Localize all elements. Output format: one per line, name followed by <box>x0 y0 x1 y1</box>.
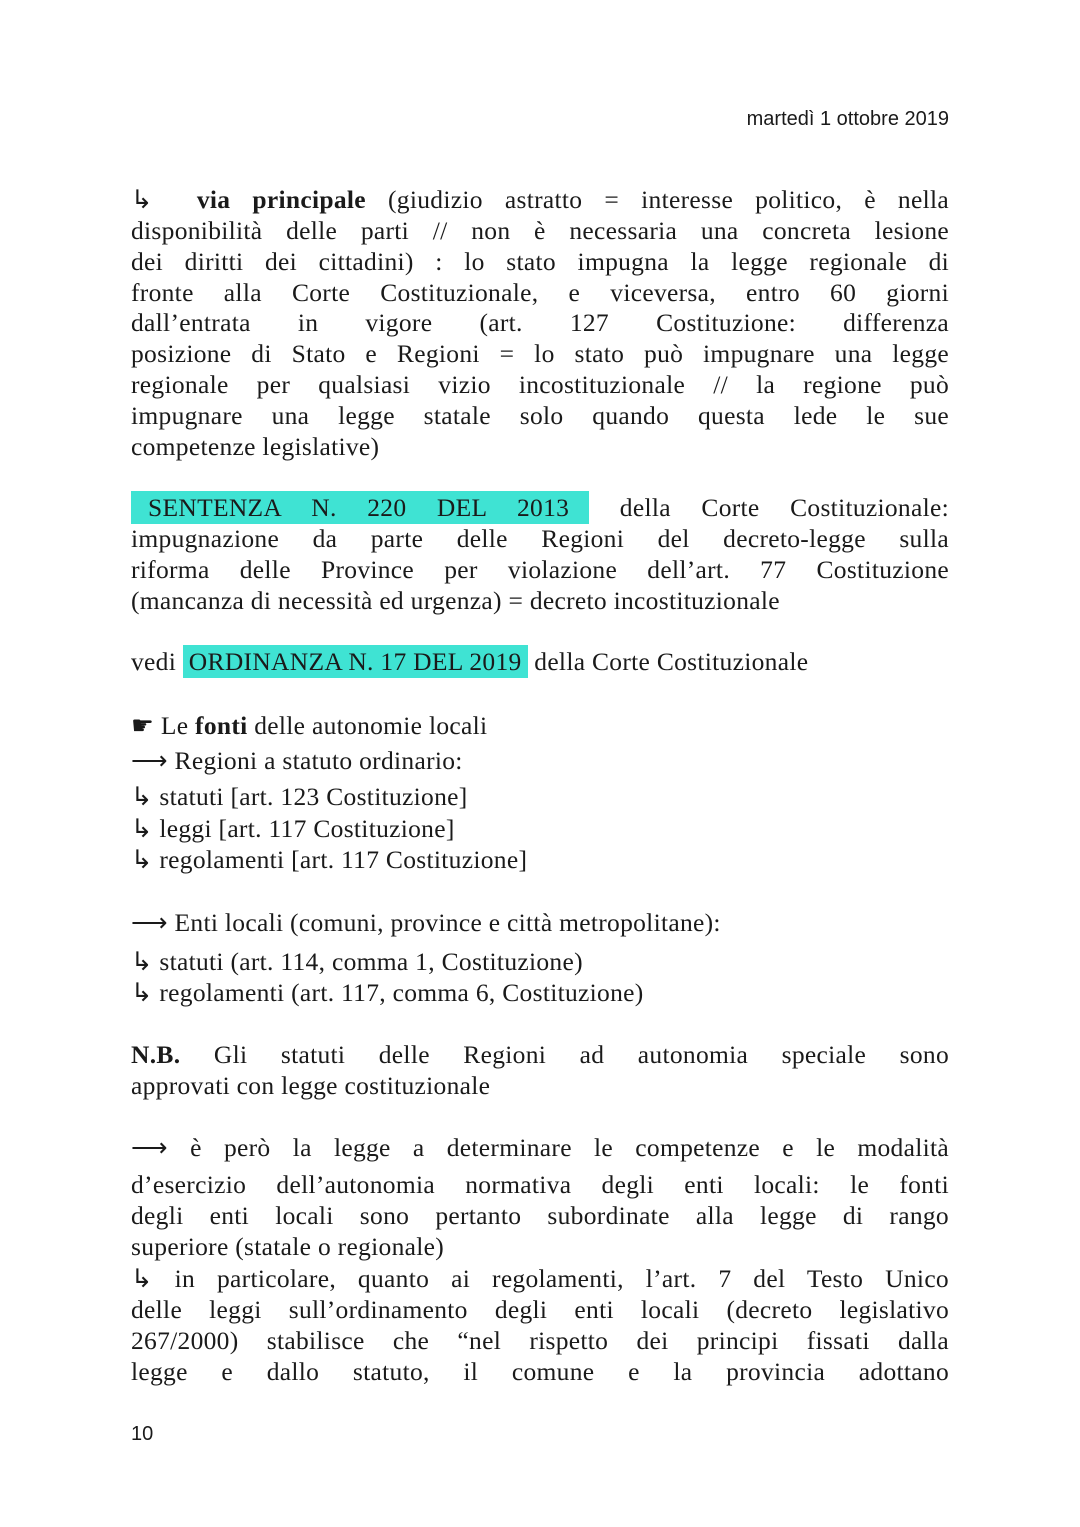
page-number: 10 <box>131 1423 154 1445</box>
arrow-icon: ↳ <box>131 782 153 811</box>
list-item <box>131 782 949 812</box>
text-line <box>131 908 949 938</box>
text: leggi [art. 117 Costituzione] <box>159 814 455 843</box>
text: Enti locali (comuni, province e città metropolitane): <box>174 908 721 937</box>
text-line: disponibilità delle parti // non è necessaria una concreta lesione <box>131 216 949 245</box>
text-line: approvati con legge costituzionale <box>131 1071 491 1100</box>
arrow-icon: ↳ <box>131 814 153 843</box>
text-line: fronte alla Corte Costituzionale, e viceversa, entro 60 giorni <box>131 278 949 307</box>
list-item <box>131 845 949 875</box>
page-date: martedì 1 ottobre 2019 <box>746 108 949 130</box>
text: regolamenti (art. 117, comma 6, Costituzione) <box>159 978 644 1007</box>
highlighted-citation: ORDINANZA N. 17 DEL 2019 <box>183 645 528 678</box>
bold-term: via principale <box>196 185 366 214</box>
long-arrow-icon: ⟶ <box>131 746 168 775</box>
list-item <box>131 978 949 1008</box>
pointing-hand-icon: ☛ <box>131 711 155 740</box>
text-line: impugnare una legge statale solo quando questa lede le sue <box>131 401 949 430</box>
highlighted-citation: SENTENZA N. 220 DEL 2013 <box>131 491 589 524</box>
text-line <box>131 1264 949 1294</box>
text: (giudizio astratto = interesse politico, è nella <box>388 185 949 214</box>
arrow-icon: ↳ <box>131 947 153 976</box>
arrow-icon: ↳ <box>131 185 153 214</box>
text: Regioni a statuto ordinario: <box>174 746 463 775</box>
text-line: posizione di Stato e Regioni = lo stato può impugnare una legge <box>131 339 949 368</box>
text-line: dei diritti dei cittadini) : lo stato impugna la legge regionale di <box>131 247 949 276</box>
text-line: riforma delle Province per violazione dell’art. 77 Costituzione <box>131 555 949 584</box>
text-line <box>131 185 949 215</box>
text-line: degli enti locali sono pertanto subordinate alla legge di rango <box>131 1201 949 1230</box>
paragraph-ordinanza <box>131 647 949 677</box>
long-arrow-icon: ⟶ <box>131 1133 168 1162</box>
text-line: competenze legislative) <box>131 432 380 461</box>
text-line: impugnazione da parte delle Regioni del decreto-legge sulla <box>131 524 949 553</box>
text-line: regionale per qualsiasi vizio incostituzionale // la regione può <box>131 370 949 399</box>
text-line: legge e dallo statuto, il comune e la provincia adottano <box>131 1357 949 1386</box>
text-line: dall’entrata in vigore (art. 127 Costituzione: differenza <box>131 308 949 337</box>
text-line: 267/2000) stabilisce che “nel rispetto dei principi fissati dalla <box>131 1326 949 1355</box>
text: in particolare, quanto ai regolamenti, l’art. 7 del Testo Unico <box>174 1264 949 1293</box>
list-item <box>131 947 949 977</box>
text-line: d’esercizio dell’autonomia normativa degli enti locali: le fonti <box>131 1170 949 1199</box>
text-line <box>131 1040 949 1070</box>
arrow-icon: ↳ <box>131 845 153 874</box>
text: regolamenti [art. 117 Costituzione] <box>159 845 528 874</box>
text: della Corte Costituzionale: <box>619 493 949 522</box>
arrow-icon: ↳ <box>131 1264 153 1293</box>
bold-term: N.B. <box>131 1040 181 1069</box>
text: è però la legge a determinare le competenze e le modalità <box>190 1133 949 1162</box>
text-line <box>131 493 949 523</box>
text: della Corte Costituzionale <box>534 647 809 676</box>
text: delle autonomie locali <box>254 711 488 740</box>
text: vedi <box>131 647 177 676</box>
text-line: delle leggi sull’ordinamento degli enti locali (decreto legislativo <box>131 1295 949 1324</box>
bold-term: fonti <box>195 711 248 740</box>
text-line: superiore (statale o regionale) <box>131 1232 445 1261</box>
text: Le <box>160 711 189 740</box>
text-line <box>131 711 949 741</box>
text: statuti (art. 114, comma 1, Costituzione) <box>159 947 583 976</box>
text-line: (mancanza di necessità ed urgenza) = decreto incostituzionale <box>131 586 780 615</box>
text: statuti [art. 123 Costituzione] <box>159 782 468 811</box>
text-line <box>131 746 949 776</box>
arrow-icon: ↳ <box>131 978 153 1007</box>
text-line <box>131 1133 949 1163</box>
list-item <box>131 814 949 844</box>
text: Gli statuti delle Regioni ad autonomia speciale sono <box>213 1040 949 1069</box>
long-arrow-icon: ⟶ <box>131 908 168 937</box>
